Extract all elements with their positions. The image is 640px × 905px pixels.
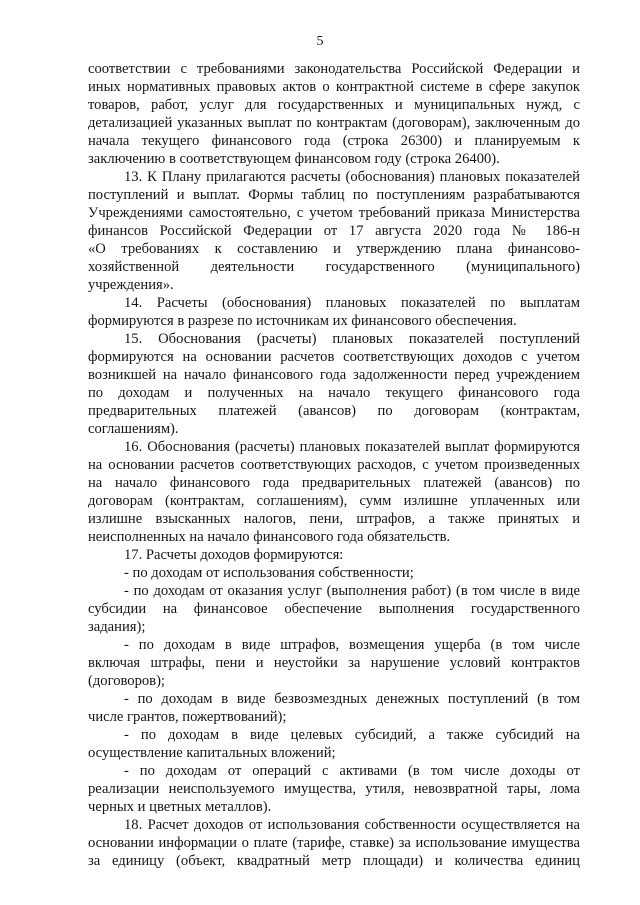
text-line: детализацией указанных выплат по контрактам (договорам), заключенным до [88, 115, 580, 131]
text-line: 16. Обоснования (расчеты) плановых показателей выплат формируются [124, 439, 580, 455]
text-line: числе грантов, пожертвований); [88, 709, 287, 725]
text-line: неисполненных на начало финансового года обязательств. [88, 529, 451, 545]
text-line: реализации неиспользуемого имущества, утиля, невозвратной тары, лома [88, 781, 580, 797]
text-line: на основании расчетов соответствующих расходов, с учетом произведенных [88, 457, 580, 473]
text-line: 17. Расчеты доходов формируются: [124, 547, 344, 563]
text-line: соглашениям). [88, 421, 179, 437]
text-line: субсидии на финансовое обеспечение выполнения государственного [88, 601, 580, 617]
text-line: - по доходам от использования собственности; [124, 565, 414, 581]
text-line: «О требованиях к составлению и утверждению плана финансово- [88, 241, 580, 257]
text-line: основании информации о плате (тарифе, ставке) за использование имущества [88, 835, 580, 851]
text-line: - по доходам от операций с активами (в том числе доходы от [124, 763, 580, 779]
text-line: 13. К Плану прилагаются расчеты (обоснования) плановых показателей [124, 169, 580, 185]
text-line: возникшей на начало финансового года задолженности перед учреждением [88, 367, 580, 383]
text-line: товаров, работ, услуг для государственных и муниципальных нужд, с [88, 97, 580, 113]
document-body [88, 60, 580, 870]
text-line: поступлений и выплат. Формы таблиц по поступлениям разрабатываются [88, 187, 580, 203]
text-line: предварительных платежей (авансов) по договорам (контрактам, [88, 403, 580, 419]
text-line: начала текущего финансового года (строка 26300) и планируемым к [88, 133, 580, 149]
text-line: за единицу (объект, квадратный метр площади) и количества единиц [88, 853, 580, 869]
text-line: - по доходам в виде безвозмездных денежных поступлений (в том [124, 691, 580, 707]
text-line: хозяйственной деятельности государственного (муниципального) [88, 259, 580, 275]
text-line: осуществление капитальных вложений; [88, 745, 336, 761]
text-line: 14. Расчеты (обоснования) плановых показателей по выплатам [124, 295, 580, 311]
text-line: соответствии с требованиями законодательства Российской Федерации и [88, 61, 580, 77]
text-line: формируются в разрезе по источникам их финансового обеспечения. [88, 313, 517, 329]
text-line: - по доходам в виде штрафов, возмещения ущерба (в том числе [124, 637, 580, 653]
text-line: формируются на основании расчетов соответствующих доходов с учетом [88, 349, 580, 365]
text-line: учреждения». [88, 277, 174, 293]
text-line: черных и цветных металлов). [88, 799, 272, 815]
text-line: излишне взысканных налогов, пени, штрафов, а также принятых и [88, 511, 580, 527]
text-line: включая штрафы, пени и неустойки за нарушение условий контрактов [88, 655, 580, 671]
page-number: 5 [316, 34, 324, 49]
text-line: 15. Обоснования (расчеты) плановых показателей поступлений [124, 331, 580, 347]
text-line: заключению в соответствующем финансовом году (строка 26400). [88, 151, 500, 167]
text-line: договорам (контрактам, соглашениям), сумм излишне уплаченных или [88, 493, 580, 509]
text-line: - по доходам от оказания услуг (выполнения работ) (в том числе в виде [124, 583, 580, 599]
text-line: Учреждениями самостоятельно, с учетом требований приказа Министерства [88, 205, 580, 221]
text-line: на начало финансового года предварительных платежей (авансов) по [88, 475, 580, 491]
text-line: (договоров); [88, 673, 165, 689]
text-line: финансов Российской Федерации от 17 августа 2020 года № 186-н [88, 223, 580, 239]
text-line: по доходам и полученных на начало текущего финансового года [88, 385, 580, 401]
text-line: - по доходам в виде целевых субсидий, а также субсидий на [124, 727, 580, 743]
text-line: задания); [88, 619, 146, 635]
text-line: 18. Расчет доходов от использования собственности осуществляется на [124, 817, 580, 833]
text-line: иных нормативных правовых актов о контрактной системе в сфере закупок [88, 79, 580, 95]
